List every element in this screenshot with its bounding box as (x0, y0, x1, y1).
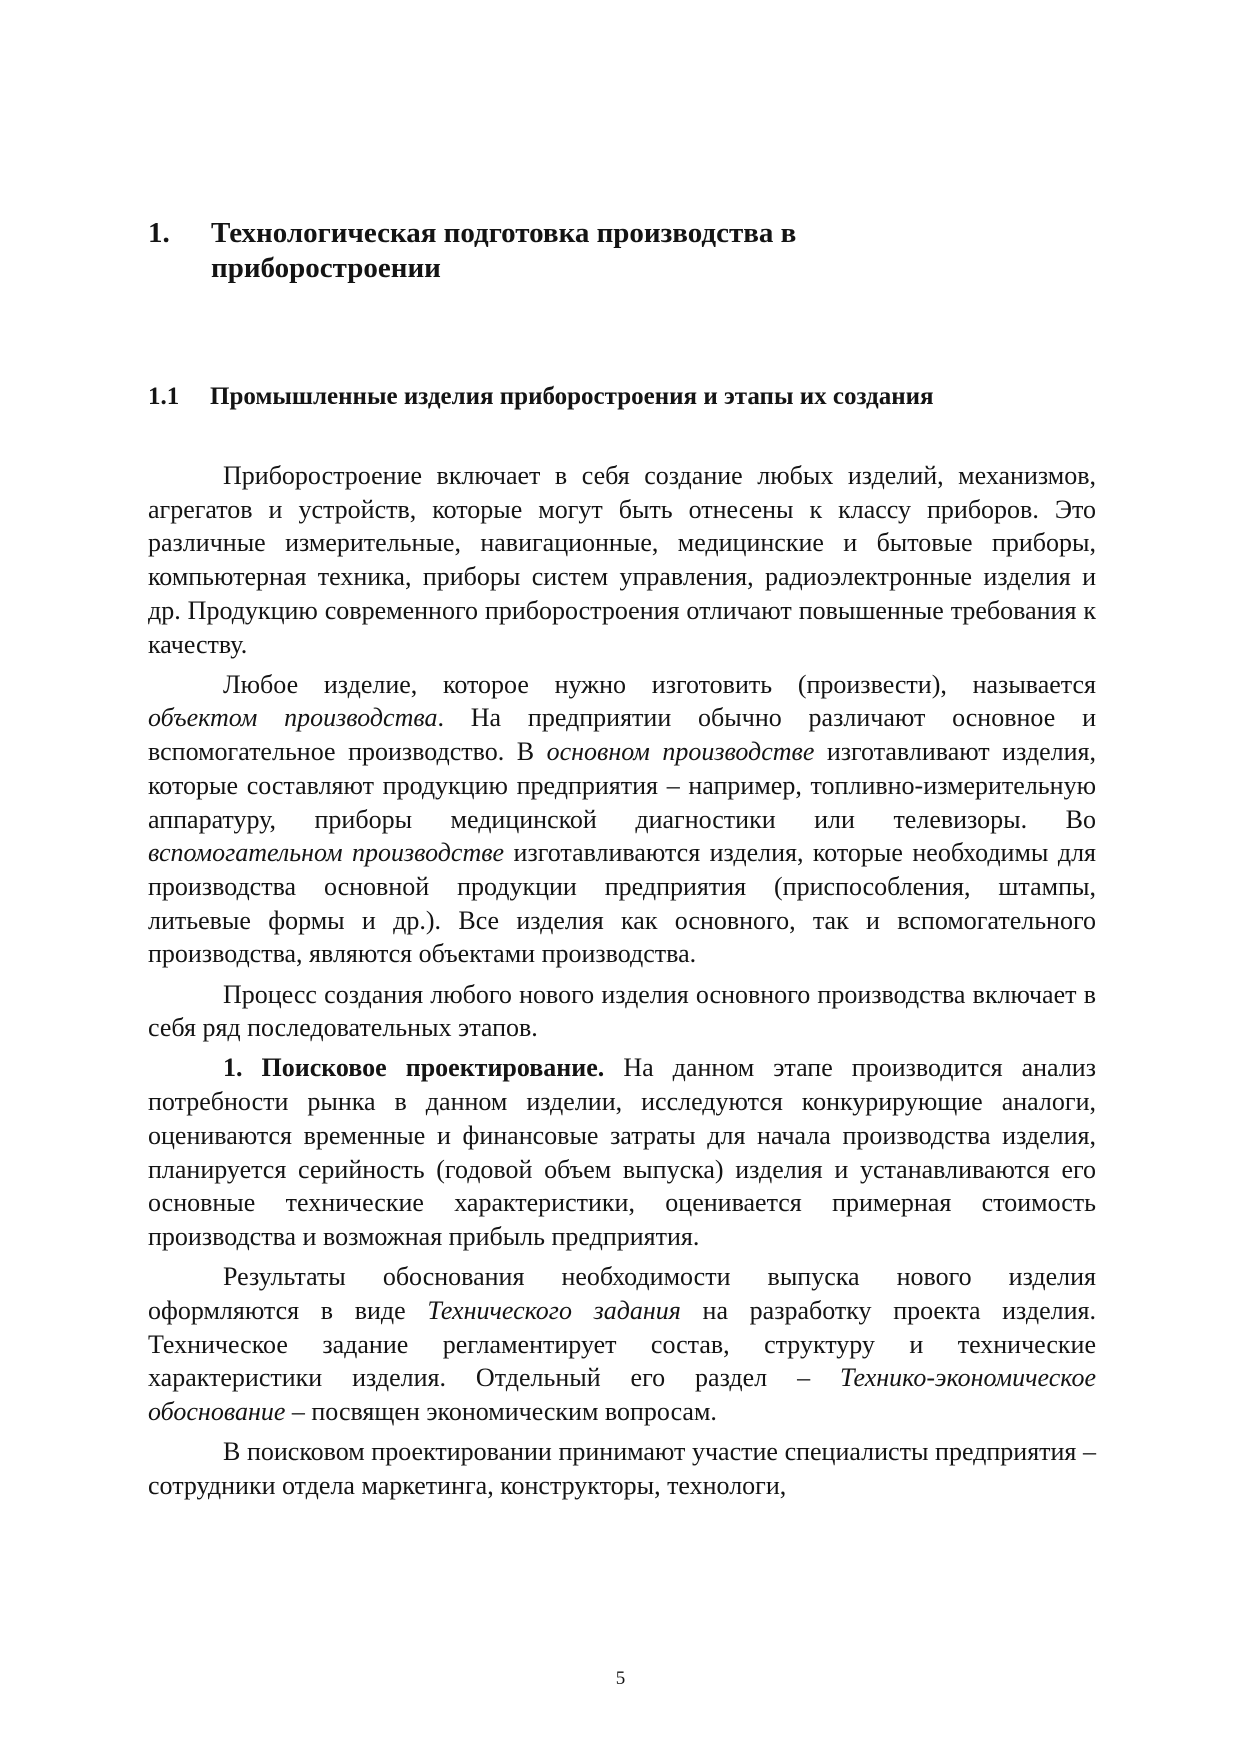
paragraph (148, 1435, 1096, 1502)
text-run: Любое изделие, которое нужно изготовить (произвести), называется (223, 669, 1096, 699)
italic-term: Технического задания (427, 1295, 681, 1325)
chapter-number: 1. (148, 217, 170, 249)
paragraph (148, 1260, 1096, 1429)
paragraph (148, 978, 1096, 1045)
text-run: – посвящен экономическим вопросам. (285, 1396, 717, 1426)
chapter-title: Технологическая подготовка производства в приборостроении (211, 217, 797, 284)
paragraph-text: Процесс создания любого нового изделия основного производства включает в себя ряд последовательных этапов. (148, 979, 1096, 1043)
italic-term: объектом производства (148, 703, 438, 733)
italic-term: вспомогательном производстве (148, 838, 505, 868)
text-run: изготавливаются изделия, которые необходимы для производства основной продукции предприятия (приспособления, штампы, литьевые формы и др.). Все изделия как основного, так и вспомогательного производства, являются объектами производства. (148, 838, 1096, 969)
text-run: . На предприятии обычно различают основное и вспомогательное производство. В (148, 703, 1097, 767)
paragraph-text: Приборостроение включает в себя создание любых изделий, механизмов, агрегатов и устройств, которые могут быть отнесены к классу приборов. Это различные измерительные, навигационные, медицинские и бытовые приборы, компьютерная техника, приборы систем управления, радиоэлектронные изделия и др. Продукцию современного приборостроения отличают повышенные требования к качеству. (148, 461, 1096, 659)
text-run: Результаты обоснования необходимости выпуска нового изделия оформляются в виде (148, 1262, 1096, 1325)
text-run: на разработку проекта изделия. Техническое задание регламентирует состав, структуру и технические характеристики изделия. Отдельный его раздел – (148, 1295, 1096, 1393)
text-run: На данном этапе производится анализ потребности рынка в данном изделии, исследуются конкурирующие аналоги, оцениваются временные и финансовые затраты для начала производства изделия, планируется серийность (годовой объем выпуска) изделия и устанавливаются его основные технические характеристики, оценивается примерная стоимость производства и возможная прибыль предприятия. (148, 1053, 1096, 1251)
stage-title: 1. Поисковое проектирование. (223, 1053, 605, 1083)
paragraph-text: В поисковом проектировании принимают участие специалисты предприятия – сотрудники отдела маркетинга, конструкторы, технологи, (148, 1437, 1096, 1500)
section-heading (148, 381, 1098, 413)
body-text (148, 459, 1096, 1509)
text-run: изготавливают изделия, которые составляют продукцию предприятия – например, топливно-измерительную аппаратуру, приборы медицинской диагностики или телевизоры. Во (148, 737, 1097, 834)
italic-term: Технико-экономическое обоснование (148, 1363, 1096, 1426)
paragraph (148, 1051, 1096, 1253)
paragraph (148, 459, 1096, 661)
section-title: Промышленные изделия приборостроения и этапы их создания (210, 383, 934, 410)
page-number: 5 (615, 1668, 626, 1689)
italic-term: основном производстве (546, 737, 815, 767)
chapter-heading (148, 216, 1098, 286)
section-number: 1.1 (148, 383, 180, 410)
paragraph (148, 668, 1096, 971)
